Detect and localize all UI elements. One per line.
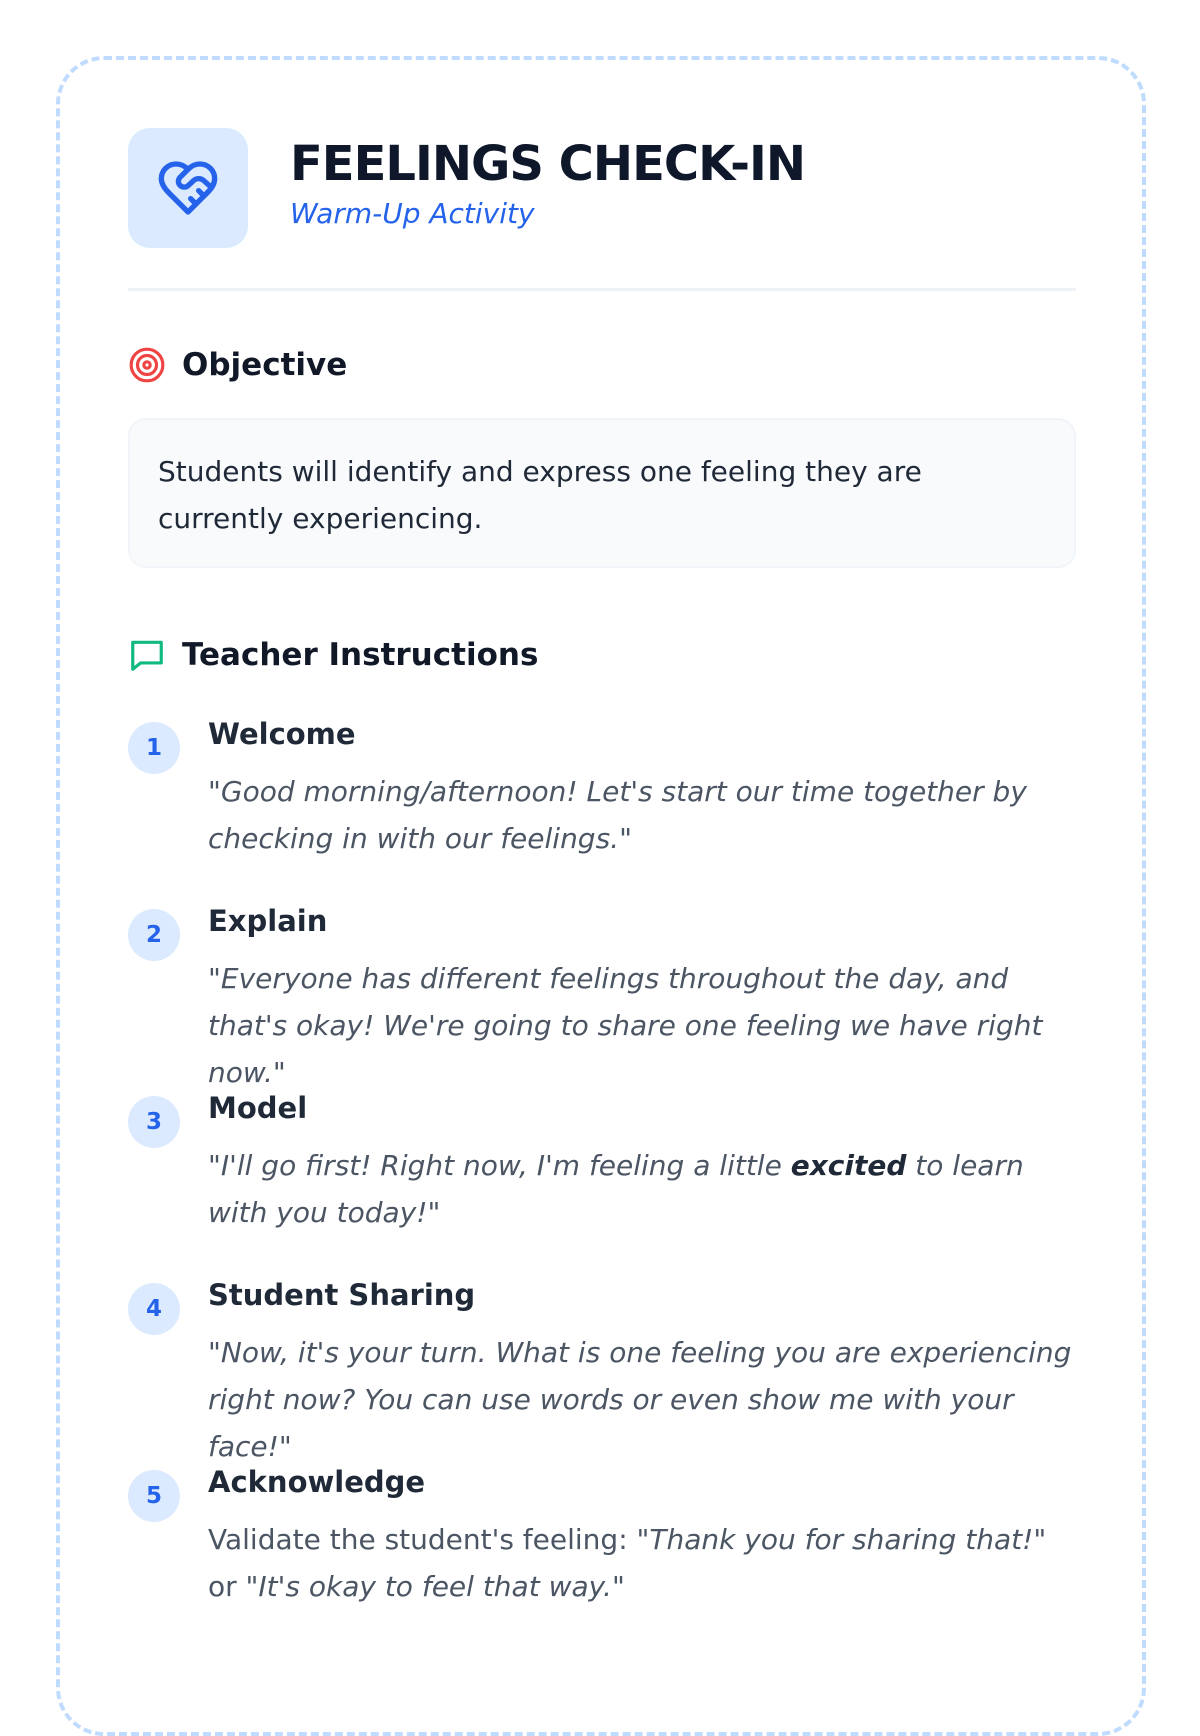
step-number-badge: 2 <box>128 909 180 961</box>
step-title: Welcome <box>208 717 356 751</box>
header-divider <box>128 288 1076 291</box>
step-text <box>208 1516 1078 1610</box>
step-title: Model <box>208 1091 308 1125</box>
logo-tile <box>128 128 248 248</box>
step-number-badge: 4 <box>128 1283 180 1335</box>
step-title: Student Sharing <box>208 1278 476 1312</box>
objective-text: Students will identify and express one feeling they are currently experiencing. <box>158 455 922 535</box>
step-title: Explain <box>208 904 328 938</box>
instruction-step-1 <box>128 717 1078 862</box>
step-text-emphasis: excited <box>790 1149 907 1182</box>
step-text-or: or <box>208 1570 246 1603</box>
heart-handshake-icon <box>156 156 220 220</box>
step-title: Acknowledge <box>208 1465 426 1499</box>
page-title: FEELINGS CHECK-IN <box>290 136 806 193</box>
speech-bubble-icon <box>128 636 166 674</box>
step-number-badge: 1 <box>128 722 180 774</box>
instruction-step-5 <box>128 1465 1078 1610</box>
objective-box <box>128 418 1076 568</box>
step-text: "Everyone has different feelings throughout the day, and that's okay! We're going to share one feeling we have right now." <box>208 962 1043 1089</box>
activity-header <box>128 128 805 248</box>
instructions-heading <box>128 636 538 674</box>
step-text-plain: Validate the student's feeling: <box>208 1523 637 1556</box>
title-block <box>290 138 805 230</box>
instructions-heading-label: Teacher Instructions <box>182 637 539 673</box>
step-body <box>208 717 1078 862</box>
step-quote-1: "Thank you for sharing that!" <box>636 1523 1047 1556</box>
step-body <box>208 1465 1078 1610</box>
step-text-after: to learn with you today!" <box>208 1149 1024 1229</box>
objective-heading <box>128 346 347 384</box>
step-text-before: "I'll go first! Right now, I'm feeling a little <box>208 1149 791 1182</box>
instruction-step-3 <box>128 1091 1078 1236</box>
step-body <box>208 904 1078 1096</box>
target-icon <box>128 346 166 384</box>
objective-heading-label: Objective <box>182 347 348 383</box>
instruction-step-2 <box>128 904 1078 1096</box>
step-body <box>208 1091 1078 1236</box>
step-number-badge: 3 <box>128 1096 180 1148</box>
step-quote-2: "It's okay to feel that way." <box>245 1570 625 1603</box>
instruction-step-4 <box>128 1278 1078 1470</box>
step-text: "Now, it's your turn. What is one feeling you are experiencing right now? You can use words or even show me with your face!" <box>208 1336 1072 1463</box>
step-number-badge: 5 <box>128 1470 180 1522</box>
step-body <box>208 1278 1078 1470</box>
page-subtitle: Warm-Up Activity <box>290 196 535 230</box>
step-text <box>208 1142 1078 1236</box>
step-text: "Good morning/afternoon! Let's start our time together by checking in with our feelings." <box>208 775 1027 855</box>
